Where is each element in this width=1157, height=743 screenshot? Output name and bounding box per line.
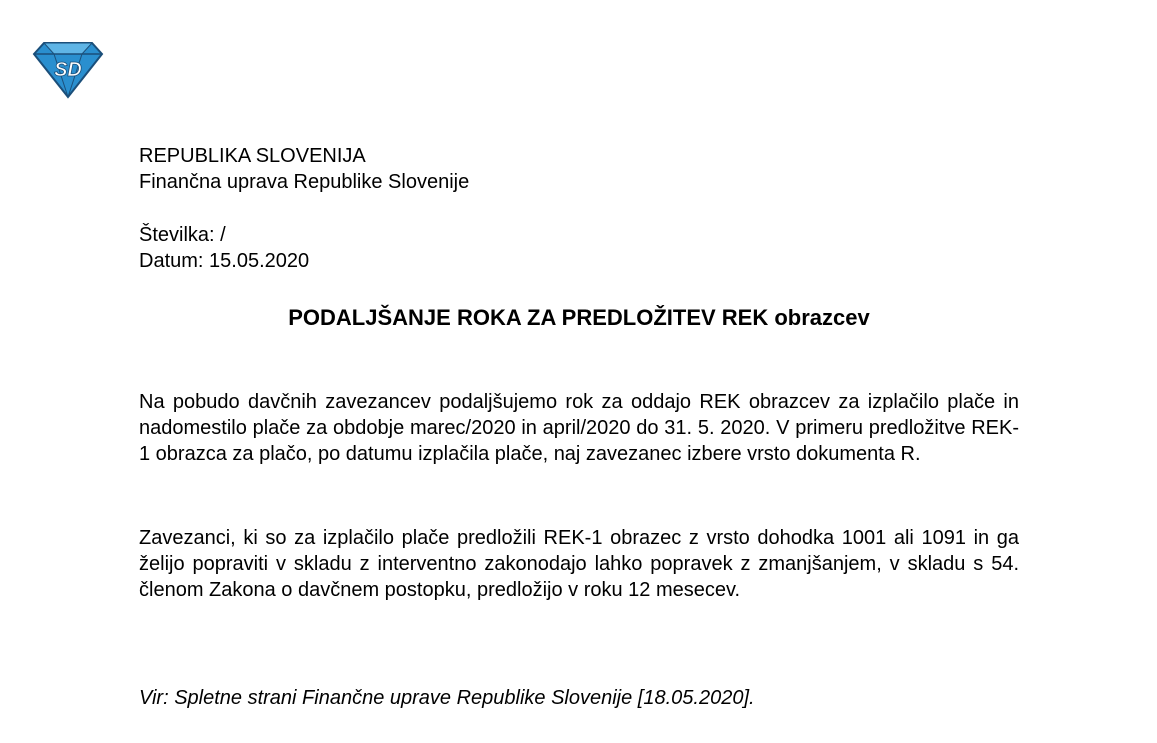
document-title	[139, 304, 1019, 332]
source-citation: Vir: Spletne strani Finančne uprave Republike Slovenije [18.05.2020].	[139, 687, 755, 709]
document-number: Številka: /	[139, 224, 226, 246]
letter-header	[139, 143, 1019, 195]
paragraph-1: Na pobudo davčnih zavezancev podaljšujemo rok za oddajo REK obrazcev za izplačilo plače in nadomestilo plače za obdobje marec/2020 in april/2020 do 31. 5. 2020. V primeru predložitve REK-1 obrazca za plačo, po datumu izplačila plače, naj zavezanec izbere vrsto dokumenta R.	[139, 391, 1019, 465]
logo-text: SD	[54, 59, 82, 81]
title-main: PODALJŠANJE ROKA ZA PREDLOŽITEV REK	[288, 305, 769, 330]
title-suffix: obrazcev	[774, 305, 870, 330]
authority-name: Finančna uprava Republike Slovenije	[139, 171, 470, 193]
document-date: Datum: 15.05.2020	[139, 250, 310, 272]
logo	[30, 40, 106, 100]
diamond-logo-icon	[30, 40, 106, 100]
country-name: REPUBLIKA SLOVENIJA	[139, 145, 366, 167]
paragraph-2: Zavezanci, ki so za izplačilo plače predložili REK-1 obrazec z vrsto dohodka 1001 ali 1091 in ga želijo popraviti v skladu z interventno zakonodajo lahko popravek z zmanjšanjem, v skladu s 54. členom Zakona o davčnem postopku, predložijo v roku 12 mesecev.	[139, 527, 1019, 601]
document-meta	[139, 222, 1019, 274]
